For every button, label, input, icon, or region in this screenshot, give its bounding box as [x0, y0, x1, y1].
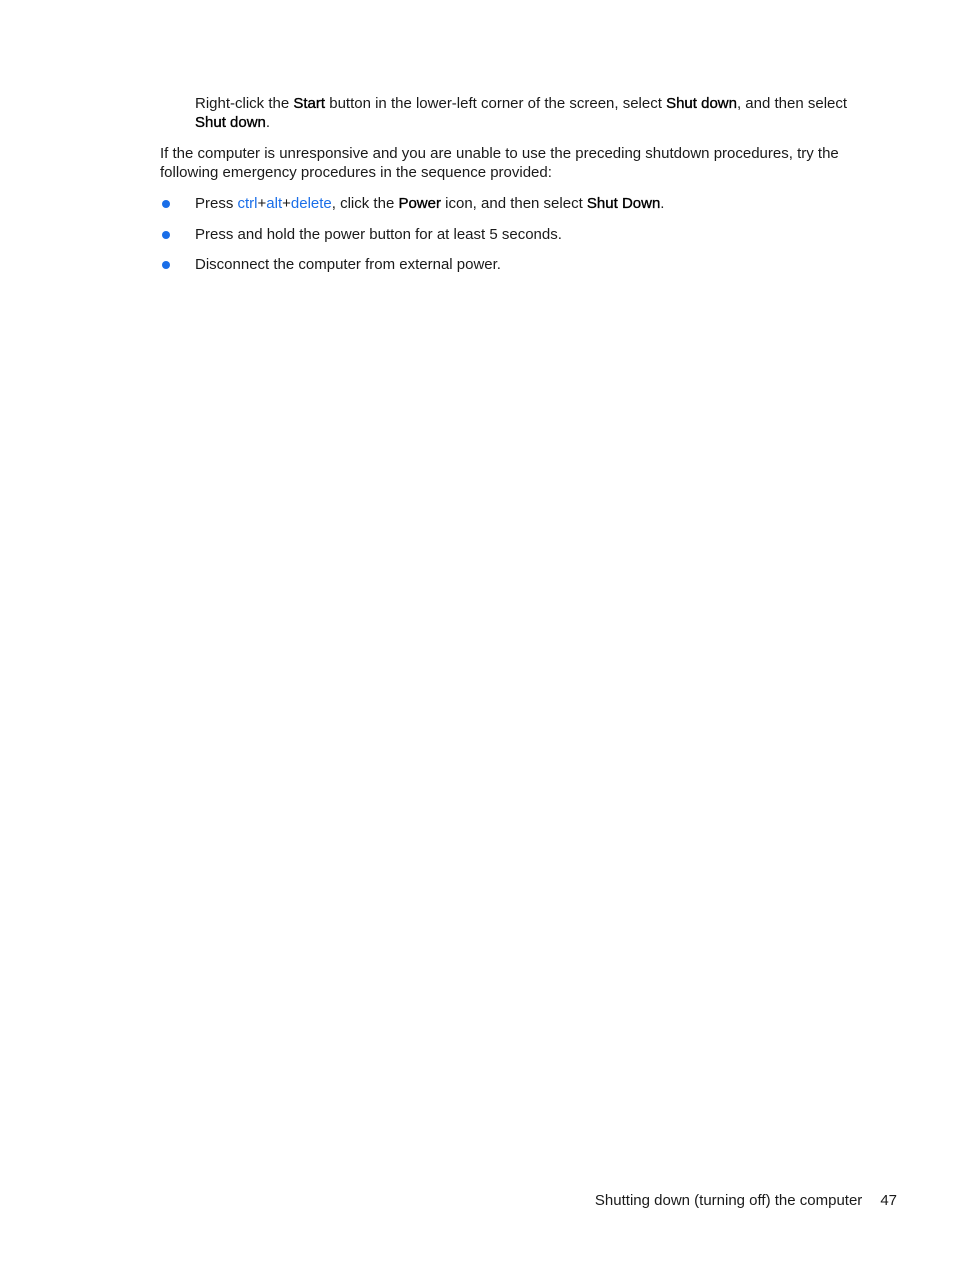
text-run: button in the lower-left corner of the screen, select — [325, 95, 667, 112]
emergency-procedures-paragraph: If the computer is unresponsive and you are unable to use the preceding shutdown procedures, try the following emergency procedures in the sequence provided: — [160, 145, 839, 181]
text-run: , and then select — [736, 95, 848, 112]
emergency-procedures-list — [160, 194, 870, 286]
text-run: Press — [195, 195, 238, 212]
text-run: , click the — [331, 195, 399, 212]
start-button-term: Start — [293, 95, 326, 112]
text-run: . — [265, 114, 271, 131]
bullet-icon — [162, 261, 170, 269]
list-item — [160, 225, 870, 244]
ctrl-key-link[interactable]: ctrl — [237, 195, 258, 212]
shutdown-instruction-paragraph — [195, 94, 865, 132]
page-footer — [595, 1191, 897, 1210]
power-icon-term: Power — [398, 195, 441, 212]
list-item — [160, 255, 870, 274]
list-item — [160, 194, 870, 213]
shut-down-term: Shut down — [666, 95, 737, 112]
footer-section-title: Shutting down (turning off) the computer — [594, 1192, 863, 1209]
bullet-icon — [162, 231, 170, 239]
text-run: icon, and then select — [440, 195, 587, 212]
shut-down-term: Shut Down — [586, 195, 661, 212]
shut-down-term: Shut down — [195, 114, 266, 131]
alt-key-link[interactable]: alt — [266, 195, 283, 212]
delete-key-link[interactable]: delete — [290, 195, 332, 212]
text-run: Right-click the — [195, 95, 294, 112]
text-run: . — [660, 195, 665, 212]
bullet-icon — [162, 200, 170, 208]
text-run: + — [282, 195, 291, 212]
page-number: 47 — [880, 1192, 897, 1209]
list-item-text: Press and hold the power button for at least 5 seconds. — [195, 225, 562, 243]
list-item-text: Disconnect the computer from external power. — [195, 256, 501, 273]
text-run: + — [257, 195, 267, 212]
